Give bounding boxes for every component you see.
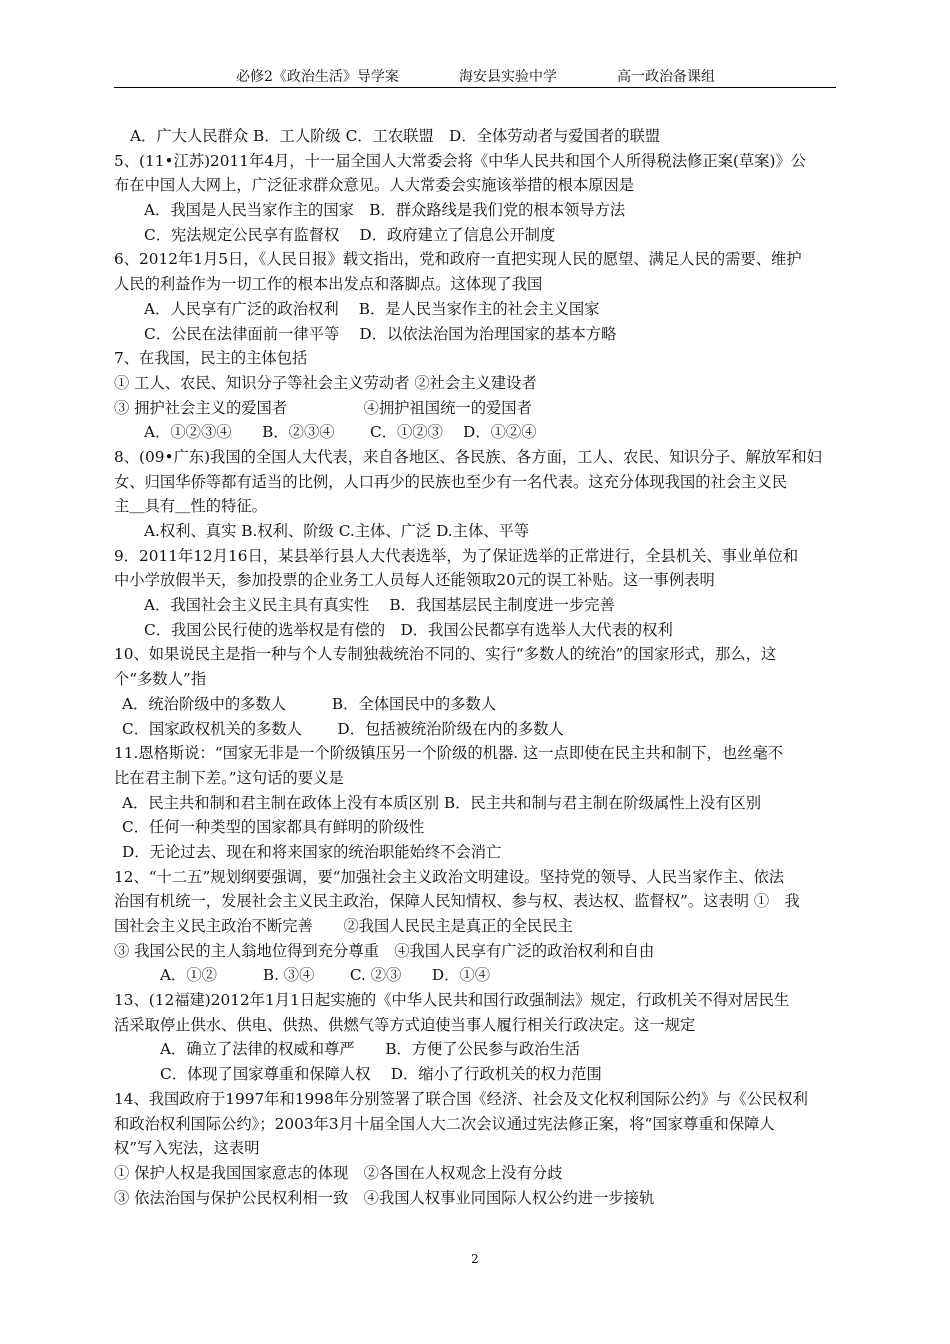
q5-stem-2: 布在中国人大网上，广泛征求群众意见。人大常委会实施该举措的根本原因是 — [114, 176, 635, 195]
q13-options-cd: C．体现了国家尊重和保障人权 D．缩小了行政机关的权力范围 — [160, 1065, 602, 1084]
q5-options-ab: A．我国是人民当家作主的国家 B．群众路线是我们党的根本领导方法 — [144, 201, 626, 220]
q7-items-12: ① 工人、农民、知识分子等社会主义劳动者 ②社会主义建设者 — [114, 373, 537, 392]
q9-stem-1: 9．2011年12月16日，某县举行县人大代表选举，为了保证选举的正常进行，全县机关、事业单位和 — [114, 546, 799, 565]
q8-stem-3: 主＿具有＿性的特征。 — [114, 497, 267, 516]
q11-stem-2: 比在君主制下差。”这句话的要义是 — [114, 768, 344, 787]
header-group: 高一政治备课组 — [617, 69, 715, 85]
q12-items-34: ③ 我国公民的主人翁地位得到充分尊重 ④我国人民享有广泛的政治权利和自由 — [114, 941, 655, 960]
q11-option-c: C．任何一种类型的国家都具有鲜明的阶级性 — [122, 818, 425, 837]
q8-options: A.权利、真实 B.权利、阶级 C.主体、广泛 D.主体、平等 — [144, 522, 530, 540]
q9-stem-2: 中小学放假半天，参加投票的企业务工人员每人还能领取20元的误工补贴。这一事例表明 — [114, 571, 715, 590]
q7-items-34: ③ 拥护社会主义的爱国者 ④拥护祖国统一的爱国者 — [114, 398, 532, 417]
header-course-title: 必修2《政治生活》导学案 — [236, 69, 399, 85]
header-school: 海安县实验中学 — [459, 69, 557, 85]
q5-stem-1: 5、(11•江苏)2011年4月，十一届全国人大常委会将《中华人民共和国个人所得税法修正案(草案)》公 — [114, 151, 807, 170]
q11-stem-1: 11.恩格斯说：“国家无非是一个阶级镇压另一个阶级的机器. 这一点即使在民主共和制下，也丝毫不 — [114, 744, 784, 763]
q4-options: A．广大人民群众 B．工人阶级 C．工农联盟 D．全体劳动者与爱国者的联盟 — [130, 127, 661, 145]
q9-options-cd: C．我国公民行使的选举权是有偿的 D．我国公民都享有选举人大代表的权利 — [144, 620, 673, 639]
q12-stem-2: 治国有机统一，发展社会主义民主政治，保障人民知情权、参与权、表达权、监督权”。这表明 ① 我 — [114, 892, 800, 911]
q8-stem-2: 女、归国华侨等都有适当的比例，人口再少的民族也至少有一名代表。这充分体现我国的社会主义民 — [114, 472, 788, 491]
q12-stem-3: 国社会主义民主政治不断完善 ②我国人民民主是真正的全民民主 — [114, 917, 573, 935]
q10-stem-1: 10、如果说民主是指一种与个人专制独裁统治不同的、实行“多数人的统治”的国家形式，那么，这 — [114, 645, 777, 664]
q9-options-ab: A．我国社会主义民主具有真实性 B．我国基层民主制度进一步完善 — [144, 596, 615, 615]
q7-stem: 7、在我国，民主的主体包括 — [114, 349, 308, 368]
q5-options-cd: C．宪法规定公民享有监督权 D．政府建立了信息公开制度 — [144, 225, 556, 244]
document-body — [114, 124, 840, 1210]
q12-options: A．①② B. ③④ C. ②③ D．①④ — [160, 966, 491, 985]
q13-options-ab: A．确立了法律的权威和尊严 B．方便了公民参与政治生活 — [160, 1040, 581, 1059]
q14-items-12: ① 保护人权是我国国家意志的体现 ②各国在人权观念上没有分歧 — [114, 1163, 563, 1182]
q14-items-34: ③ 依法治国与保护公民权利相一致 ④我国人权事业同国际人权公约进一步接轨 — [114, 1188, 655, 1207]
page-header — [114, 63, 836, 88]
q6-stem-1: 6、2012年1月5日，《人民日报》载文指出，党和政府一直把实现人民的愿望、满足人民的需要、维护 — [114, 250, 802, 269]
q14-stem-2: 和政治权利国际公约》；2003年3月十届全国人大二次会议通过宪法修正案，将“国家尊重和保障人 — [114, 1114, 775, 1133]
q14-stem-3: 权”写入宪法，这表明 — [114, 1139, 260, 1158]
q10-options-cd: C．国家政权机关的多数人 D．包括被统治阶级在内的多数人 — [122, 719, 564, 738]
q11-options-ab: A．民主共和制和君主制在政体上没有本质区别 B．民主共和制与君主制在阶级属性上没有区别 — [122, 793, 762, 812]
q6-options-ab: A．人民享有广泛的政治权利 B．是人民当家作主的社会主义国家 — [144, 299, 600, 318]
q10-stem-2: 个“多数人”指 — [114, 670, 207, 689]
q7-options: A．①②③④ B．②③④ C．①②③ D．①②④ — [144, 423, 537, 442]
q8-stem-1: 8、(09•广东)我国的全国人大代表，来自各地区、各民族、各方面，工人、农民、知识分子、解放军和妇 — [114, 447, 822, 466]
page-number: 2 — [471, 1252, 479, 1266]
q13-stem-1: 13、(12福建)2012年1月1日起实施的《中华人民共和国行政强制法》规定，行政机关不得对居民生 — [114, 991, 790, 1010]
q12-stem-1: 12、“十二五”规划纲要强调，要“加强社会主义政治文明建设。坚持党的领导、人民当家作主、依法 — [114, 867, 785, 886]
q14-stem-1: 14、我国政府于1997年和1998年分别签署了联合国《经济、社会及文化权利国际公约》与《公民权利 — [114, 1089, 808, 1108]
q10-options-ab: A．统治阶级中的多数人 B．全体国民中的多数人 — [122, 694, 497, 713]
q11-option-d: D．无论过去、现在和将来国家的统治职能始终不会消亡 — [122, 842, 502, 861]
q6-options-cd: C．公民在法律面前一律平等 D．以依法治国为治理国家的基本方略 — [144, 324, 617, 343]
q6-stem-2: 人民的利益作为一切工作的根本出发点和落脚点。这体现了我国 — [114, 275, 543, 294]
q13-stem-2: 活采取停止供水、供电、供热、供燃气等方式迫使当事人履行相关行政决定。这一规定 — [114, 1015, 696, 1034]
